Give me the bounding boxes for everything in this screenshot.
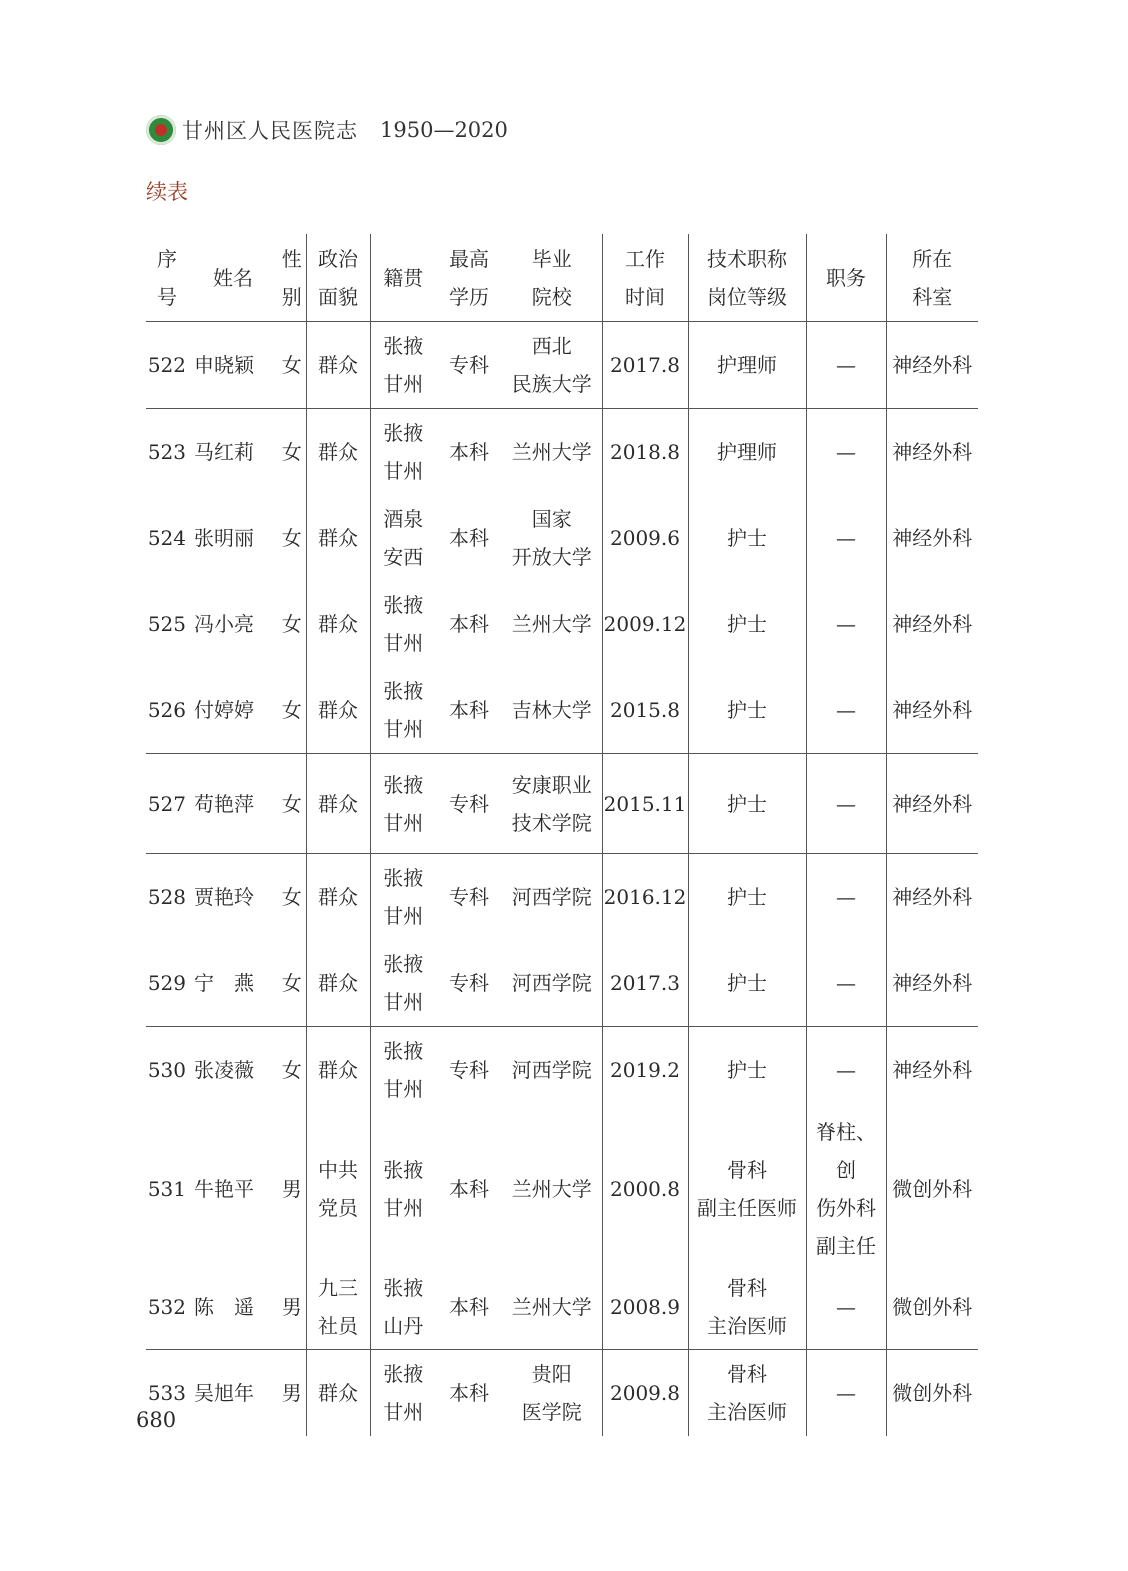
row-political: 群众: [306, 581, 370, 667]
row-sex: 女: [278, 495, 306, 581]
row-education: 专科: [449, 885, 489, 909]
row-education: 专科: [436, 940, 502, 1027]
row-dept: 神经外科: [886, 754, 978, 854]
row-native: 张掖 甘州: [383, 1362, 424, 1424]
row-name: 宁 燕: [188, 940, 278, 1027]
row-title: 骨科 主治医师: [688, 1350, 806, 1437]
col-header-title: 技术职称 岗位等级: [688, 234, 806, 322]
row-index: 527: [146, 754, 188, 854]
row-duty: —: [806, 940, 886, 1027]
row-work-date: 2015.11: [602, 754, 688, 854]
row-work-date: 2019.2: [602, 1027, 688, 1114]
row-sex: 女: [278, 854, 306, 941]
row-work-date: 2016.12: [602, 854, 688, 941]
row-sex: 男: [278, 1113, 306, 1265]
table-row: [146, 581, 978, 667]
table-row: [146, 495, 978, 581]
row-duty: —: [806, 1027, 886, 1114]
row-sex: 女: [278, 1027, 306, 1114]
row-title: 护士: [688, 667, 806, 754]
col-header-name: 姓名: [188, 234, 278, 322]
row-title: 护士: [688, 1027, 806, 1114]
row-work-date: 2009.8: [602, 1350, 688, 1437]
row-name: 陈 遥: [188, 1265, 278, 1350]
continued-label: 续表: [146, 180, 188, 204]
row-work-date: 2000.8: [602, 1113, 688, 1265]
table-row: [146, 409, 978, 496]
row-duty: —: [806, 495, 886, 581]
row-work-date: 2008.9: [602, 1265, 688, 1350]
row-school: 贵阳 医学院: [502, 1350, 602, 1437]
running-header: [146, 110, 508, 150]
row-index: 525: [147, 612, 186, 636]
row-sex: 女: [278, 940, 306, 1027]
row-dept: 微创外科: [886, 1265, 978, 1350]
row-duty: —: [806, 667, 886, 754]
row-political: 群众: [306, 667, 370, 754]
row-index: 529: [146, 940, 188, 1027]
row-duty: —: [806, 409, 886, 496]
row-sex: 女: [278, 581, 306, 667]
row-name: 张凌薇: [194, 1058, 254, 1082]
row-education: 本科: [436, 1265, 502, 1350]
row-dept: 微创外科: [892, 1381, 973, 1405]
row-index: 530: [147, 1058, 186, 1082]
row-name: 牛艳平: [194, 1177, 254, 1201]
col-header-education: 最高 学历: [436, 234, 502, 322]
row-education: 本科: [449, 1381, 489, 1405]
row-name: 申晓颖: [188, 322, 278, 409]
row-political: 中共 党员: [306, 1113, 370, 1265]
row-political: 九三 社员: [306, 1265, 370, 1350]
row-sex: 女: [278, 322, 306, 409]
row-name: 苟艳萍: [188, 754, 278, 854]
row-dept: 神经外科: [892, 526, 973, 550]
row-dept: 神经外科: [886, 667, 978, 754]
col-header-school: 毕业 院校: [502, 234, 602, 322]
table-row: [146, 854, 978, 941]
row-duty: —: [806, 1265, 886, 1350]
row-duty: 脊柱、创 伤外科 副主任: [806, 1113, 886, 1265]
row-duty: —: [806, 581, 886, 667]
row-index: 526: [146, 667, 188, 754]
col-header-native: 籍贯: [370, 234, 436, 322]
row-education: 本科: [449, 526, 489, 550]
row-work-date: 2009.6: [602, 495, 688, 581]
row-school: 兰州大学: [502, 409, 602, 496]
row-political: 群众: [306, 940, 370, 1027]
row-work-date: 2017.8: [602, 322, 688, 409]
row-school: 兰州大学: [502, 581, 602, 667]
table-row: [146, 322, 978, 409]
row-title: 护士: [688, 854, 806, 941]
row-native: 张掖 甘州: [370, 322, 436, 409]
row-title: 骨科 副主任医师: [688, 1113, 806, 1265]
row-native: 张掖 山丹: [370, 1265, 436, 1350]
row-native: 张掖 甘州: [383, 866, 424, 928]
col-header-political: 政治 面貌: [306, 234, 370, 322]
row-dept: 神经外科: [892, 1058, 973, 1082]
staff-table: [146, 234, 978, 1436]
row-education: 本科: [449, 612, 489, 636]
row-index: 523: [147, 440, 186, 464]
row-duty: —: [806, 754, 886, 854]
row-title: 护士: [688, 495, 806, 581]
table-row: [146, 1113, 978, 1265]
row-sex: 男: [278, 1265, 306, 1350]
table-row: [146, 667, 978, 754]
row-work-date: 2018.8: [602, 409, 688, 496]
row-dept: 神经外科: [892, 612, 973, 636]
row-dept: 神经外科: [886, 322, 978, 409]
row-sex: 女: [278, 409, 306, 496]
row-index: 533: [147, 1381, 186, 1405]
table-row: [146, 1350, 978, 1437]
col-header-duty: 职务: [806, 234, 886, 322]
hospital-logo-icon: [146, 115, 176, 145]
row-political: 群众: [306, 322, 370, 409]
row-political: 群众: [306, 1027, 370, 1114]
row-school: 河西学院: [502, 854, 602, 941]
row-school: 兰州大学: [502, 1113, 602, 1265]
table-row: [146, 1265, 978, 1350]
row-work-date: 2015.8: [602, 667, 688, 754]
row-sex: 男: [278, 1350, 306, 1437]
row-political: 群众: [306, 754, 370, 854]
row-name: 马红莉: [194, 440, 254, 464]
row-education: 专科: [449, 1058, 489, 1082]
row-index: 524: [147, 526, 186, 550]
row-name: 吴旭年: [194, 1381, 254, 1405]
row-school: 兰州大学: [502, 1265, 602, 1350]
row-native: 张掖 甘州: [383, 421, 424, 483]
table-row: [146, 1027, 978, 1114]
row-political: 群众: [306, 854, 370, 941]
row-school: 吉林大学: [502, 667, 602, 754]
row-dept: 微创外科: [892, 1177, 973, 1201]
row-native: 张掖 甘州: [370, 754, 436, 854]
row-work-date: 2009.12: [602, 581, 688, 667]
row-duty: —: [806, 322, 886, 409]
row-work-date: 2017.3: [602, 940, 688, 1027]
row-political: 群众: [306, 409, 370, 496]
row-native: 张掖 甘州: [383, 593, 424, 655]
row-education: 本科: [449, 440, 489, 464]
row-dept: 神经外科: [892, 885, 973, 909]
row-education: 本科: [449, 1177, 489, 1201]
row-index: 531: [147, 1177, 186, 1201]
row-native: 张掖 甘州: [383, 1039, 424, 1101]
row-name: 张明丽: [194, 526, 254, 550]
row-school: 国家 开放大学: [502, 495, 602, 581]
book-title: 甘州区人民医院志: [182, 119, 358, 143]
row-name: 贾艳玲: [194, 885, 254, 909]
row-duty: —: [806, 1350, 886, 1437]
row-political: 群众: [306, 495, 370, 581]
col-header-sex: 性 别: [278, 234, 306, 322]
row-title: 护理师: [688, 322, 806, 409]
row-name: 冯小亮: [194, 612, 254, 636]
col-header-work-date: 工作 时间: [602, 234, 688, 322]
row-school: 河西学院: [502, 1027, 602, 1114]
row-sex: 女: [278, 754, 306, 854]
table-row: [146, 940, 978, 1027]
row-school: 西北 民族大学: [502, 322, 602, 409]
row-native: 张掖 甘州: [383, 1158, 424, 1220]
col-header-dept: 所在 科室: [886, 234, 978, 322]
row-index: 522: [146, 322, 188, 409]
row-political: 群众: [306, 1350, 370, 1437]
row-native: 酒泉 安西: [383, 507, 424, 569]
table-row: [146, 754, 978, 854]
row-title: 护士: [688, 754, 806, 854]
row-school: 安康职业 技术学院: [502, 754, 602, 854]
row-school: 河西学院: [502, 940, 602, 1027]
row-dept: 神经外科: [886, 940, 978, 1027]
row-title: 骨科 主治医师: [688, 1265, 806, 1350]
row-education: 专科: [436, 322, 502, 409]
row-duty: —: [806, 854, 886, 941]
row-name: 付婷婷: [188, 667, 278, 754]
book-years: 1950—2020: [380, 118, 508, 142]
row-index: 528: [147, 885, 186, 909]
row-education: 本科: [436, 667, 502, 754]
row-sex: 女: [278, 667, 306, 754]
page-number: 680: [136, 1408, 177, 1432]
row-native: 张掖 甘州: [370, 667, 436, 754]
row-title: 护理师: [688, 409, 806, 496]
row-dept: 神经外科: [892, 440, 973, 464]
row-education: 专科: [436, 754, 502, 854]
table-header-row: [146, 234, 978, 322]
row-title: 护士: [688, 940, 806, 1027]
row-native: 张掖 甘州: [370, 940, 436, 1027]
row-title: 护士: [688, 581, 806, 667]
row-index: 532: [146, 1265, 188, 1350]
col-header-index: 序 号: [146, 234, 188, 322]
